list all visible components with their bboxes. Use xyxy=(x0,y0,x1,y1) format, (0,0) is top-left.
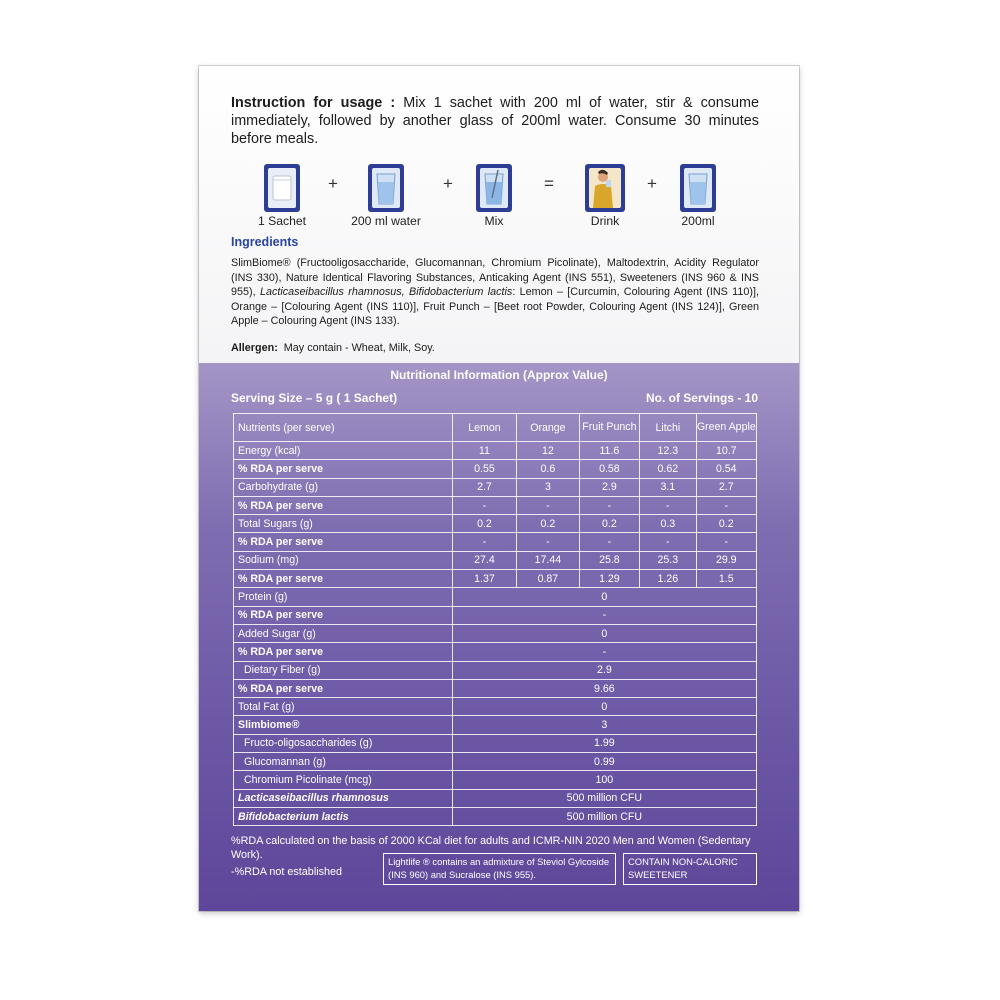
nutrient-value: 0.2 xyxy=(579,515,639,533)
instruction-text: Mix 1 sachet with 200 ml of water, stir & consume immediately, followed by another glass of 200ml water. Consume 30 minutes before meals. xyxy=(231,95,760,147)
nutrient-label: Total Fat (g) xyxy=(234,698,453,716)
nutrient-label: % RDA per serve xyxy=(234,496,453,514)
nutrient-value: 500 million CFU xyxy=(452,789,756,807)
table-row xyxy=(234,460,757,478)
nutrient-value: 11 xyxy=(452,442,516,460)
table-row xyxy=(234,807,757,825)
nutrient-value: 0.6 xyxy=(517,460,580,478)
header-green-apple: Green Apple xyxy=(696,414,756,442)
header-lemon: Lemon xyxy=(452,414,516,442)
nutrient-value: 0.55 xyxy=(452,460,516,478)
nutrient-value: 2.9 xyxy=(579,478,639,496)
nutrient-label: % RDA per serve xyxy=(234,606,453,624)
ingredients-part: SlimBiome® (Fructooligosaccharide, Glucomannan, Chromium Picolinate), Maltodextrin, Acidity Regulator (INS 330), Nature Identical Flavoring Substances, Anticaking Agent (INS 551), Sweeteners (INS 960 & INS 955), xyxy=(231,257,759,299)
table-row xyxy=(234,478,757,496)
nutrient-value: 3 xyxy=(452,716,756,734)
header-orange: Orange xyxy=(517,414,580,442)
table-row xyxy=(234,533,757,551)
nutrient-label: % RDA per serve xyxy=(234,643,453,661)
rda-footnote: %RDA calculated on the basis of 2000 KCal diet for adults and ICMR-NIN 2020 Men and Women (Sedentary Work). xyxy=(231,835,751,861)
nutrient-value: 0.3 xyxy=(640,515,696,533)
nutrient-value: 0.54 xyxy=(696,460,756,478)
plus-sign: + xyxy=(328,174,338,193)
ingredients-text xyxy=(231,256,759,329)
nutrient-value: 3.1 xyxy=(640,478,696,496)
table-row xyxy=(234,698,757,716)
nutrient-value: - xyxy=(517,533,580,551)
nutrient-value: 29.9 xyxy=(696,551,756,569)
nutrient-value: - xyxy=(452,496,516,514)
header-litchi: Litchi xyxy=(640,414,696,442)
table-row xyxy=(234,624,757,642)
nutrient-label: Chromium Picolinate (mcg) xyxy=(234,771,453,789)
table-row xyxy=(234,771,757,789)
nutrient-label: % RDA per serve xyxy=(234,570,453,588)
nutrient-value: 0.87 xyxy=(517,570,580,588)
allergen-text: May contain - Wheat, Milk, Soy. xyxy=(283,342,435,354)
water-glass-icon xyxy=(680,164,716,212)
nutrition-title: Nutritional Information (Approx Value) xyxy=(390,368,608,382)
allergen-info xyxy=(231,342,435,354)
ingredients-part: : Lemon – [Curcumin, Colouring Agent (INS 110)], Orange – [Colouring Agent (INS 110)], Fruit Punch – [Beet root Powder, Colouring Agent (INS 124)], Green Apple – Colouring Agent (INS 133). xyxy=(231,286,759,328)
nutrient-value: - xyxy=(452,606,756,624)
table-row xyxy=(234,496,757,514)
nutrient-value: 2.7 xyxy=(696,478,756,496)
table-header-row xyxy=(234,414,757,442)
lightlife-note: Lightlife ® contains an admixture of Steviol Gylcoside (INS 960) and Sucralose (INS 955). xyxy=(383,853,616,885)
table-row xyxy=(234,551,757,569)
nutrient-value: - xyxy=(640,496,696,514)
table-row xyxy=(234,442,757,460)
nutrient-value: 9.66 xyxy=(452,679,756,697)
table-row xyxy=(234,570,757,588)
nutrient-label: Dietary Fiber (g) xyxy=(234,661,453,679)
nutrient-label: Protein (g) xyxy=(234,588,453,606)
nutrient-value: 12.3 xyxy=(640,442,696,460)
nutrient-label: Carbohydrate (g) xyxy=(234,478,453,496)
step-caption: 200 ml water xyxy=(351,214,421,228)
nutrient-label: Bifidobacterium lactis xyxy=(234,807,453,825)
nutrient-label: Slimbiome® xyxy=(234,716,453,734)
nutrient-value: - xyxy=(452,643,756,661)
ingredients-probiotics: Lacticaseibacillus rhamnosus, Bifidobacterium lactis xyxy=(259,286,513,299)
nutrient-value: 1.26 xyxy=(640,570,696,588)
header-fruit-punch: Fruit Punch xyxy=(579,414,639,442)
nutrient-value: 1.99 xyxy=(452,734,756,752)
rda-not-established: -%RDA not established xyxy=(231,866,343,878)
nutrient-label: Glucomannan (g) xyxy=(234,753,453,771)
table-row xyxy=(234,734,757,752)
nutrient-label: % RDA per serve xyxy=(234,533,453,551)
nutrient-value: 1.29 xyxy=(579,570,639,588)
nutrient-value: 1.37 xyxy=(452,570,516,588)
nutrient-value: 10.7 xyxy=(696,442,756,460)
nutrient-value: 0 xyxy=(452,698,756,716)
nutrient-value: 2.7 xyxy=(452,478,516,496)
table-row xyxy=(234,679,757,697)
instruction-label: Instruction for usage : xyxy=(231,95,396,111)
nutrient-value: - xyxy=(696,533,756,551)
step-caption: 200ml xyxy=(681,214,715,228)
drinking-person-icon xyxy=(585,164,625,212)
table-row xyxy=(234,716,757,734)
serving-size: Serving Size – 5 g ( 1 Sachet) xyxy=(231,391,398,405)
nutrient-label: Sodium (mg) xyxy=(234,551,453,569)
nutrient-label: Lacticaseibacillus rhamnosus xyxy=(234,789,453,807)
equals-sign: = xyxy=(544,174,554,193)
nutrient-value: 17.44 xyxy=(517,551,580,569)
nutrient-value: 0.58 xyxy=(579,460,639,478)
nutrient-value: 100 xyxy=(452,771,756,789)
table-row xyxy=(234,661,757,679)
nutrient-value: 12 xyxy=(517,442,580,460)
table-row xyxy=(234,606,757,624)
nutrient-value: 0.99 xyxy=(452,753,756,771)
nutrient-value: 11.6 xyxy=(579,442,639,460)
nutrient-label: % RDA per serve xyxy=(234,460,453,478)
plus-sign: + xyxy=(647,174,657,193)
nutrient-value: 0.2 xyxy=(517,515,580,533)
nutrient-value: - xyxy=(579,496,639,514)
nutrient-value: 0.2 xyxy=(452,515,516,533)
mix-glass-icon xyxy=(476,164,512,212)
allergen-label: Allergen: xyxy=(231,342,278,354)
nutrient-value: 500 million CFU xyxy=(452,807,756,825)
step-caption: Mix xyxy=(484,214,504,228)
nutrient-value: 0 xyxy=(452,588,756,606)
nutrient-value: - xyxy=(452,533,516,551)
nutrient-value: 0.62 xyxy=(640,460,696,478)
ingredients-title: Ingredients xyxy=(231,235,299,249)
nutrient-label: Added Sugar (g) xyxy=(234,624,453,642)
non-caloric-note: CONTAIN NON-CALORIC SWEETENER xyxy=(623,853,757,885)
water-glass-icon xyxy=(368,164,404,212)
instruction-section xyxy=(199,66,799,363)
header-nutrients: Nutrients (per serve) xyxy=(234,414,453,442)
nutrient-value: - xyxy=(579,533,639,551)
sachet-icon xyxy=(264,164,300,212)
table-row xyxy=(234,588,757,606)
nutrient-value: 1.5 xyxy=(696,570,756,588)
nutrient-label: Total Sugars (g) xyxy=(234,515,453,533)
product-panel xyxy=(199,66,799,911)
nutrient-value: 25.3 xyxy=(640,551,696,569)
nutrient-value: 0.2 xyxy=(696,515,756,533)
table-row xyxy=(234,753,757,771)
table-row xyxy=(234,789,757,807)
plus-sign: + xyxy=(443,174,453,193)
table-row xyxy=(234,515,757,533)
nutrient-label: Energy (kcal) xyxy=(234,442,453,460)
usage-steps xyxy=(199,162,799,232)
servings-count: No. of Servings - 10 xyxy=(645,391,758,405)
nutrient-value: 25.8 xyxy=(579,551,639,569)
step-caption: Drink xyxy=(590,214,620,228)
nutrient-value: 3 xyxy=(517,478,580,496)
nutrient-value: 27.4 xyxy=(452,551,516,569)
nutrient-label: Fructo-oligosaccharides (g) xyxy=(234,734,453,752)
nutrient-value: - xyxy=(640,533,696,551)
nutrition-table xyxy=(233,413,757,826)
table-row xyxy=(234,643,757,661)
nutrient-value: 2.9 xyxy=(452,661,756,679)
usage-instruction xyxy=(231,94,759,148)
nutrient-label: % RDA per serve xyxy=(234,679,453,697)
nutrient-value: - xyxy=(517,496,580,514)
nutrient-value: 0 xyxy=(452,624,756,642)
step-caption: 1 Sachet xyxy=(257,214,307,228)
nutrient-value: - xyxy=(696,496,756,514)
